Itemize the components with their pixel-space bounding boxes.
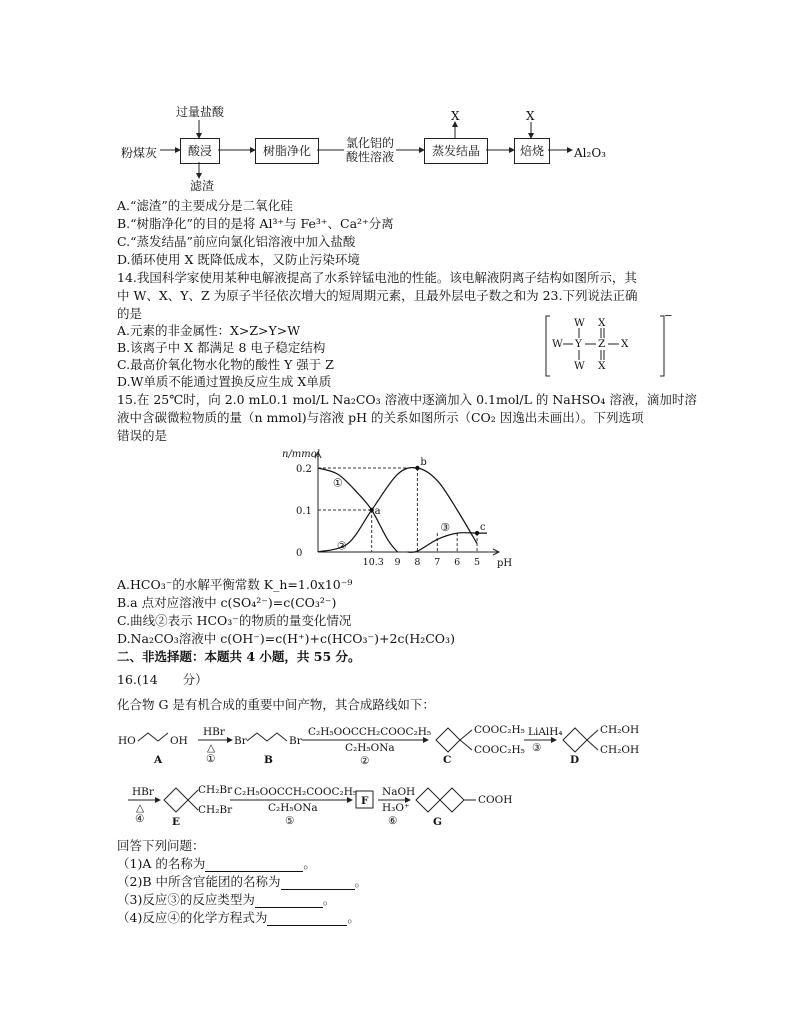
answer-blank-4[interactable] [267,913,347,926]
q13-option-c: C.“蒸发结晶”前应向氯化铝溶液中加入盐酸 [117,234,356,249]
r1-number: ① [206,753,216,765]
flow-mid-line2: 酸性溶液 [346,150,395,164]
sub-question-1 [117,856,316,872]
q13-option-d: D.循环使用 X 既降低成本，又防止污染环境 [117,252,360,267]
q15-option-a: A.HCO₃⁻的水解平衡常数 K_h=1.0x10⁻⁹ [117,577,353,592]
r3-reagent: LiAlH₄ [528,726,563,738]
b-br-left: Br [234,735,247,747]
series-2-label: ② [336,539,347,553]
label-e: E [172,816,181,828]
flow-box-roast: 焙烧 [514,138,550,164]
answer-blank-2[interactable] [281,877,355,890]
section-2-title: 二、非选择题：本题共 4 小题，共 55 分。 [117,649,361,664]
x-tick-label: 7 [434,557,441,568]
q14-stem-3: 的是 [117,306,143,321]
x-tick-label: 5 [474,557,481,568]
a-ho: HO [118,735,136,747]
q16-header: 16.(14 分） [117,672,208,687]
sub-question-2-end: 。 [354,874,368,889]
e-top-group: CH₂Br [198,784,233,796]
q15-option-c: C.曲线②表示 HCO₃⁻的物质的量变化情况 [117,613,352,628]
struct-z: Z [598,338,606,350]
q15-option-d: D.Na₂CO₃溶液中 c(OH⁻)=c(H⁺)+c(HCO₃⁻)+2c(H₂CO₃) [117,631,455,646]
sub-question-3-end: 。 [322,892,336,907]
point-b [415,466,419,470]
point-a-label: a [374,506,381,517]
sub-question-4-end: 。 [347,910,360,925]
sub-question-2 [117,874,367,890]
sub-question-4-text: （4)反应④的化学方程式为 [117,910,268,925]
flow-bottom-output: 滤渣 [190,179,215,193]
x-tick-label: 6 [454,557,461,568]
struct-w-bottom: W [574,360,585,372]
flow-box-acid-leach: 酸浸 [180,138,220,164]
g-group: COOH [478,794,513,806]
r6-condition: H₃O⁺ [382,802,410,814]
point-b-label: b [420,457,427,468]
q14-option-a: A.元素的非金属性：X>Z>Y>W [117,323,301,338]
q14-stem-1: 14.我国科学家使用某种电解液提高了水系锌锰电池的性能。该电解液阴离子结构如图所示，其 [117,270,637,285]
flow-arrows [0,0,794,200]
x-axis-label: pH [497,558,512,569]
struct-y: Y [575,338,582,350]
struct-w-top: W [574,317,585,329]
r5-reagent: C₂H₅OOCCH₂COOC₂H₅ [234,786,358,798]
flow-box-resin: 树脂净化 [255,138,319,164]
y-tick-label: 0.1 [296,506,312,517]
q15-stem-1: 15.在 25℃时，向 2.0 mL0.1 mol/L Na₂CO₃ 溶液中逐滴加入 0.1mol/L 的 NaHSO₄ 溶液，滴加时溶 [117,392,697,407]
label-f: F [361,795,369,807]
x-tick-label: 9 [394,557,401,568]
series-3-label: ③ [440,520,451,534]
struct-w-left: W [552,338,563,350]
x-tick-label: 10.3 [362,557,384,568]
d-bottom-group: CH₂OH [600,744,640,756]
ph-chart [272,448,512,578]
label-b: B [264,754,273,766]
r2-condition: C₂H₅ONa [345,742,395,754]
q15-stem-3: 错误的是 [117,428,168,443]
struct-x-right: X [621,338,629,350]
sub-question-1-end: 。 [303,856,316,871]
y-axis-label: n/mmol [282,449,320,460]
point-c-label: c [480,522,486,534]
flow-box-evaporate: 蒸发结晶 [424,138,488,164]
sub-question-3 [117,892,335,908]
r1-reagent: HBr [203,726,225,738]
r5-condition: C₂H₅ONa [268,802,318,814]
r4-number: ④ [135,813,145,825]
label-c: C [443,754,452,766]
x-tick-label: 8 [414,557,421,568]
r3-number: ③ [532,742,542,754]
q14-option-c: C.最高价氧化物水化物的酸性 Y 强于 Z [117,357,334,372]
label-g: G [433,816,442,828]
answer-blank-3[interactable] [255,895,323,908]
sub-question-4 [117,910,360,926]
r2-reagent: C₂H₅OOCCH₂COOC₂H₅ [308,726,432,738]
sub-question-2-text: （2)B 中所含官能团的名称为 [117,874,281,889]
q13-option-b: B.“树脂净化”的目的是将 Al³⁺与 Fe³⁺、Ca²⁺分离 [117,216,394,231]
r6-number: ⑥ [388,815,398,827]
struct-charge: − [664,310,673,322]
a-oh: OH [170,735,188,747]
r6-reagent: NaOH [382,786,416,798]
label-a: A [154,754,163,766]
anion-structure-bonds [544,314,674,380]
q15-stem-2: 液中含碳微粒物质的量（n mmol)与溶液 pH 的关系如图所示（CO₂ 因逸出未画出）。下列选项 [117,410,644,425]
q14-option-d: D.W单质不能通过置换反应生成 X单质 [117,374,332,389]
flow-product: Al₂O₃ [574,146,606,160]
c-bottom-group: COOC₂H₅ [474,744,525,756]
c-top-group: COOC₂H₅ [474,724,525,736]
y-tick-label: 0 [296,548,303,559]
flow-x-label-1: X [451,109,460,123]
flow-top-input: 过量盐酸 [176,105,225,119]
q14-stem-2: 中 W、X、Y、Z 为原子半径依次增大的短周期元素，且最外层电子数之和为 23.下列说法正确 [117,288,638,303]
d-top-group: CH₂OH [600,724,640,736]
struct-x-top: X [598,317,606,329]
q15-option-b: B.a 点对应溶液中 c(SO₄²⁻)=c(CO₃²⁻) [117,595,337,610]
y-tick-label: 0.2 [296,464,312,475]
sub-question-1-text: （1)A 的名称为 [117,856,206,871]
point-a [369,508,373,512]
series-3-line [407,533,487,553]
point-c [475,531,479,535]
flow-mid-line1: 氯化铝的 [346,136,395,150]
r4-condition: △ [136,802,145,814]
q13-option-a: A.“滤渣”的主要成分是二氧化硅 [117,198,293,213]
flow-x-label-2: X [526,109,535,123]
flow-start: 粉煤灰 [121,146,158,160]
r1-condition: △ [207,742,216,754]
answer-prompt: 回答下列问题： [117,838,205,853]
q14-option-b: B.该离子中 X 都满足 8 电子稳定结构 [117,340,326,355]
r5-number: ⑤ [285,815,295,827]
q16-intro: 化合物 G 是有机合成的重要中间产物，其合成路线如下： [117,697,435,712]
sub-question-3-text: （3)反应③的反应类型为 [117,892,255,907]
r2-number: ② [360,755,370,767]
struct-x-bottom: X [598,360,606,372]
label-d: D [570,754,580,766]
b-br-right: Br [289,735,302,747]
r4-reagent: HBr [132,786,154,798]
answer-blank-1[interactable] [205,859,303,872]
e-bottom-group: CH₂Br [198,804,233,816]
series-1-label: ① [332,476,343,490]
